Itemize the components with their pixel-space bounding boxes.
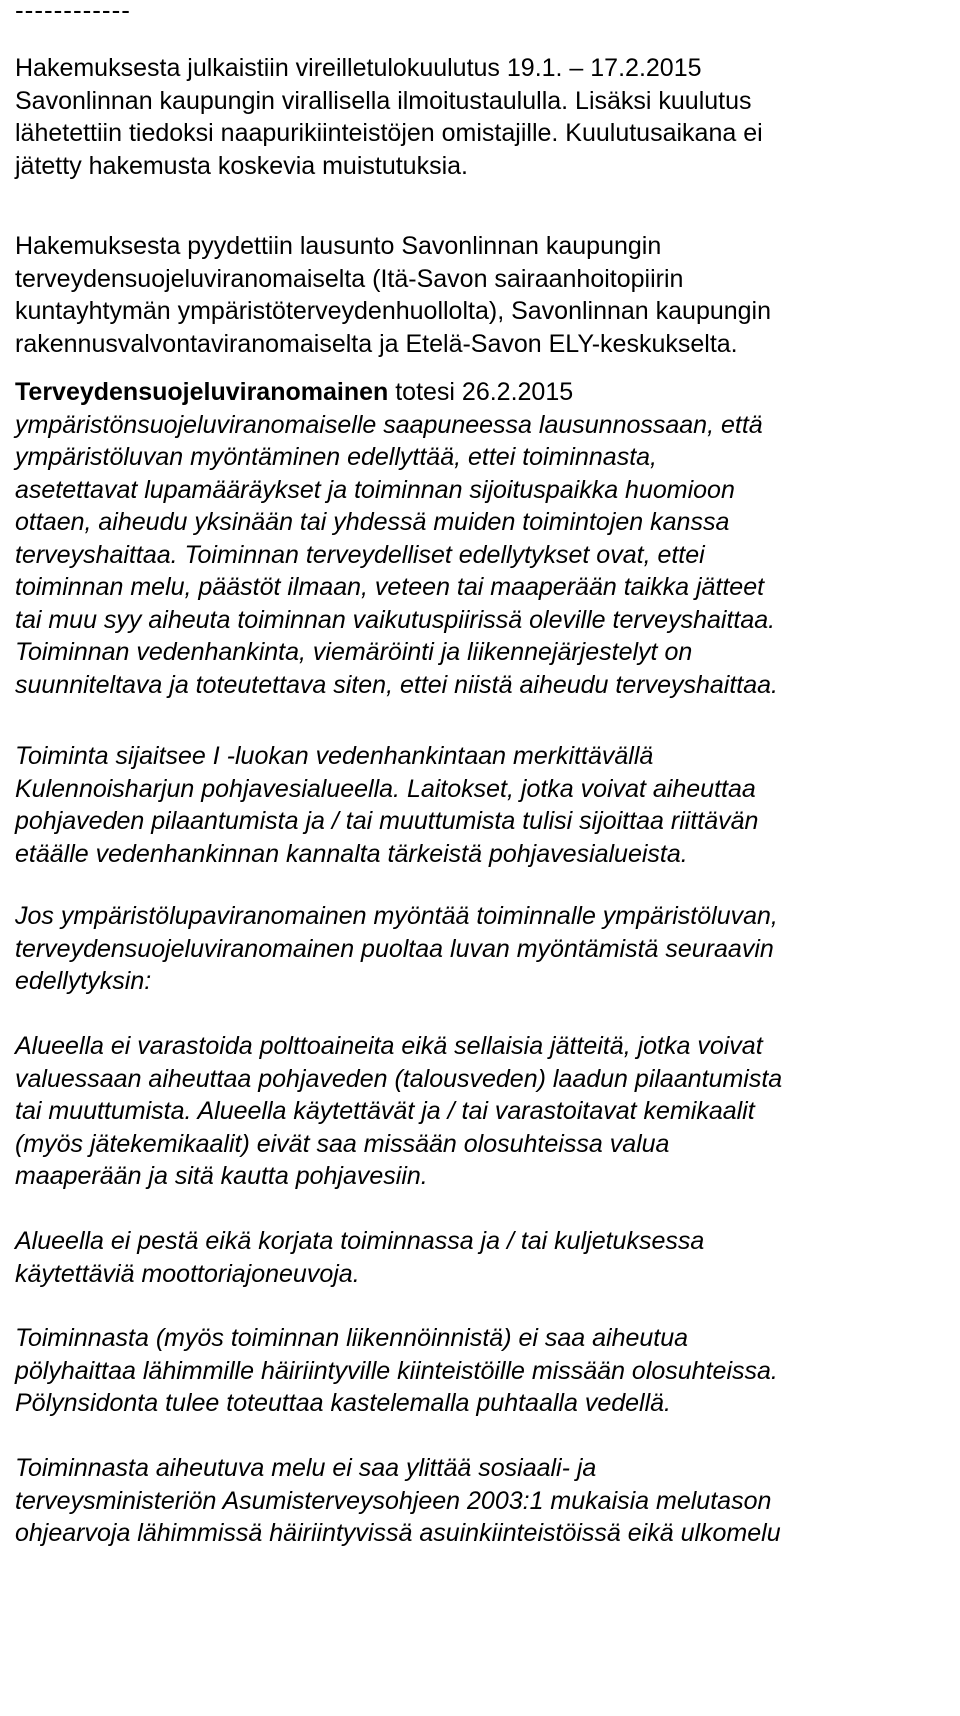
text-line: Toiminnasta aiheutuva melu ei saa ylittää sosiaali- ja [15,1454,597,1482]
text-line: (myös jätekemikaalit) eivät saa missään olosuhteissa valua [15,1129,670,1158]
text-line: Hakemuksesta julkaistiin vireilletulokuulutus 19.1. – 17.2.2015 [15,54,702,82]
text-line: ottaen, aiheudu yksinään tai yhdessä muiden toimintojen kanssa [15,508,730,536]
text-line: kuntayhtymän ympäristöterveydenhuollolta), Savonlinnan kaupungin [15,297,772,325]
paragraph-condition-noise [15,1452,781,1550]
paragraph-condition-dust [15,1322,778,1420]
text-line: Hakemuksesta pyydettiin lausunto Savonlinnan kaupungin [15,232,662,260]
text-line: terveydensuojeluviranomainen puoltaa luvan myöntämistä seuraavin [15,934,774,963]
text-line: asetettavat lupamääräykset ja toiminnan sijoituspaikka huomioon [15,475,735,504]
text-line: toiminnan melu, päästöt ilmaan, veteen tai maaperään taikka jätteet [15,573,765,601]
text-line: käytettäviä moottoriajoneuvoja. [15,1259,360,1288]
paragraph-condition-vehicle-washing [15,1225,704,1290]
text-line: rakennusvalvontaviranomaiselta ja Etelä-Savon ELY-keskukselta. [15,329,738,358]
text-line: tai muu syy aiheuta toiminnan vaikutuspiirissä oleville terveyshaittaa. [15,605,776,634]
text-line: tai muuttumista. Alueella käytettävät ja / tai varastoitavat kemikaalit [15,1097,755,1125]
text-line: Toiminnasta (myös toiminnan liikennöinnistä) ei saa aiheutua [15,1324,689,1352]
authority-heading: Terveydensuojeluviranomainen [15,378,389,406]
text-line: ympäristöluvan myöntäminen edellyttää, ettei toiminnasta, [15,443,657,471]
paragraph-health-authority-statement [15,376,778,701]
text-line: suunniteltava ja toteutettava siten, ettei niistä aiheudu terveyshaittaa. [15,670,778,699]
text-line: Alueella ei varastoida polttoaineita eikä sellaisia jätteitä, jotka voivat [15,1032,763,1060]
text-line: Toiminta sijaitsee I -luokan vedenhankintaan merkittävällä [15,742,654,770]
text-line: jätetty hakemusta koskevia muistutuksia. [15,151,468,180]
text-line: pohjaveden pilaantumista ja / tai muuttumista tulisi sijoittaa riittävän [15,807,759,835]
paragraph-announcement [15,52,763,182]
text-line: maaperään ja sitä kautta pohjavesiin. [15,1162,428,1190]
text-line: Kulennoisharjun pohjavesialueella. Laitokset, jotka voivat aiheuttaa [15,774,756,803]
text-line: Jos ympäristölupaviranomainen myöntää toiminnalle ympäristöluvan, [15,902,778,930]
text-line: Pölynsidonta tulee toteuttaa kastelemalla puhtaalla vedellä. [15,1389,671,1417]
text-line: etäälle vedenhankinnan kannalta tärkeistä pohjavesialueista. [15,839,688,868]
heading-date: totesi 26.2.2015 [388,378,574,406]
separator-line: ------------ [15,0,131,25]
paragraph-condition-fuel-storage [15,1030,782,1193]
text-line: terveydensuojeluviranomaiselta (Itä-Savon sairaanhoitopiirin [15,264,684,293]
text-line: lähetettiin tiedoksi naapurikiinteistöjen omistajille. Kuulutusaikana ei [15,119,763,147]
text-line: pölyhaittaa lähimmille häiriintyville kiinteistöille missään olosuhteissa. [15,1356,778,1385]
text-line: terveyshaittaa. Toiminnan terveydelliset edellytykset ovat, ettei [15,540,705,569]
text-line: Toiminnan vedenhankinta, viemäröinti ja liikennejärjestelyt on [15,638,693,666]
text-line: valuessaan aiheuttaa pohjaveden (talousveden) laadun pilaantumista [15,1064,783,1093]
text-line: Savonlinnan kaupungin virallisella ilmoitustaululla. Lisäksi kuulutus [15,86,752,115]
text-line: terveysministeriön Asumisterveysohjeen 2003:1 mukaisia melutason [15,1486,772,1515]
text-line: edellytyksin: [15,967,152,995]
paragraph-groundwater-area [15,740,758,870]
text-line: ohjearvoja lähimmissä häiriintyvissä asuinkiinteistöissä eikä ulkomelu [15,1519,781,1547]
text-line-heading [15,376,778,409]
text-line: ympäristönsuojeluviranomaiselle saapuneessa lausunnossaan, että [15,410,763,439]
paragraph-statements-requested [15,230,771,360]
paragraph-conditions-intro [15,900,778,998]
text-line: Alueella ei pestä eikä korjata toiminnassa ja / tai kuljetuksessa [15,1227,705,1255]
